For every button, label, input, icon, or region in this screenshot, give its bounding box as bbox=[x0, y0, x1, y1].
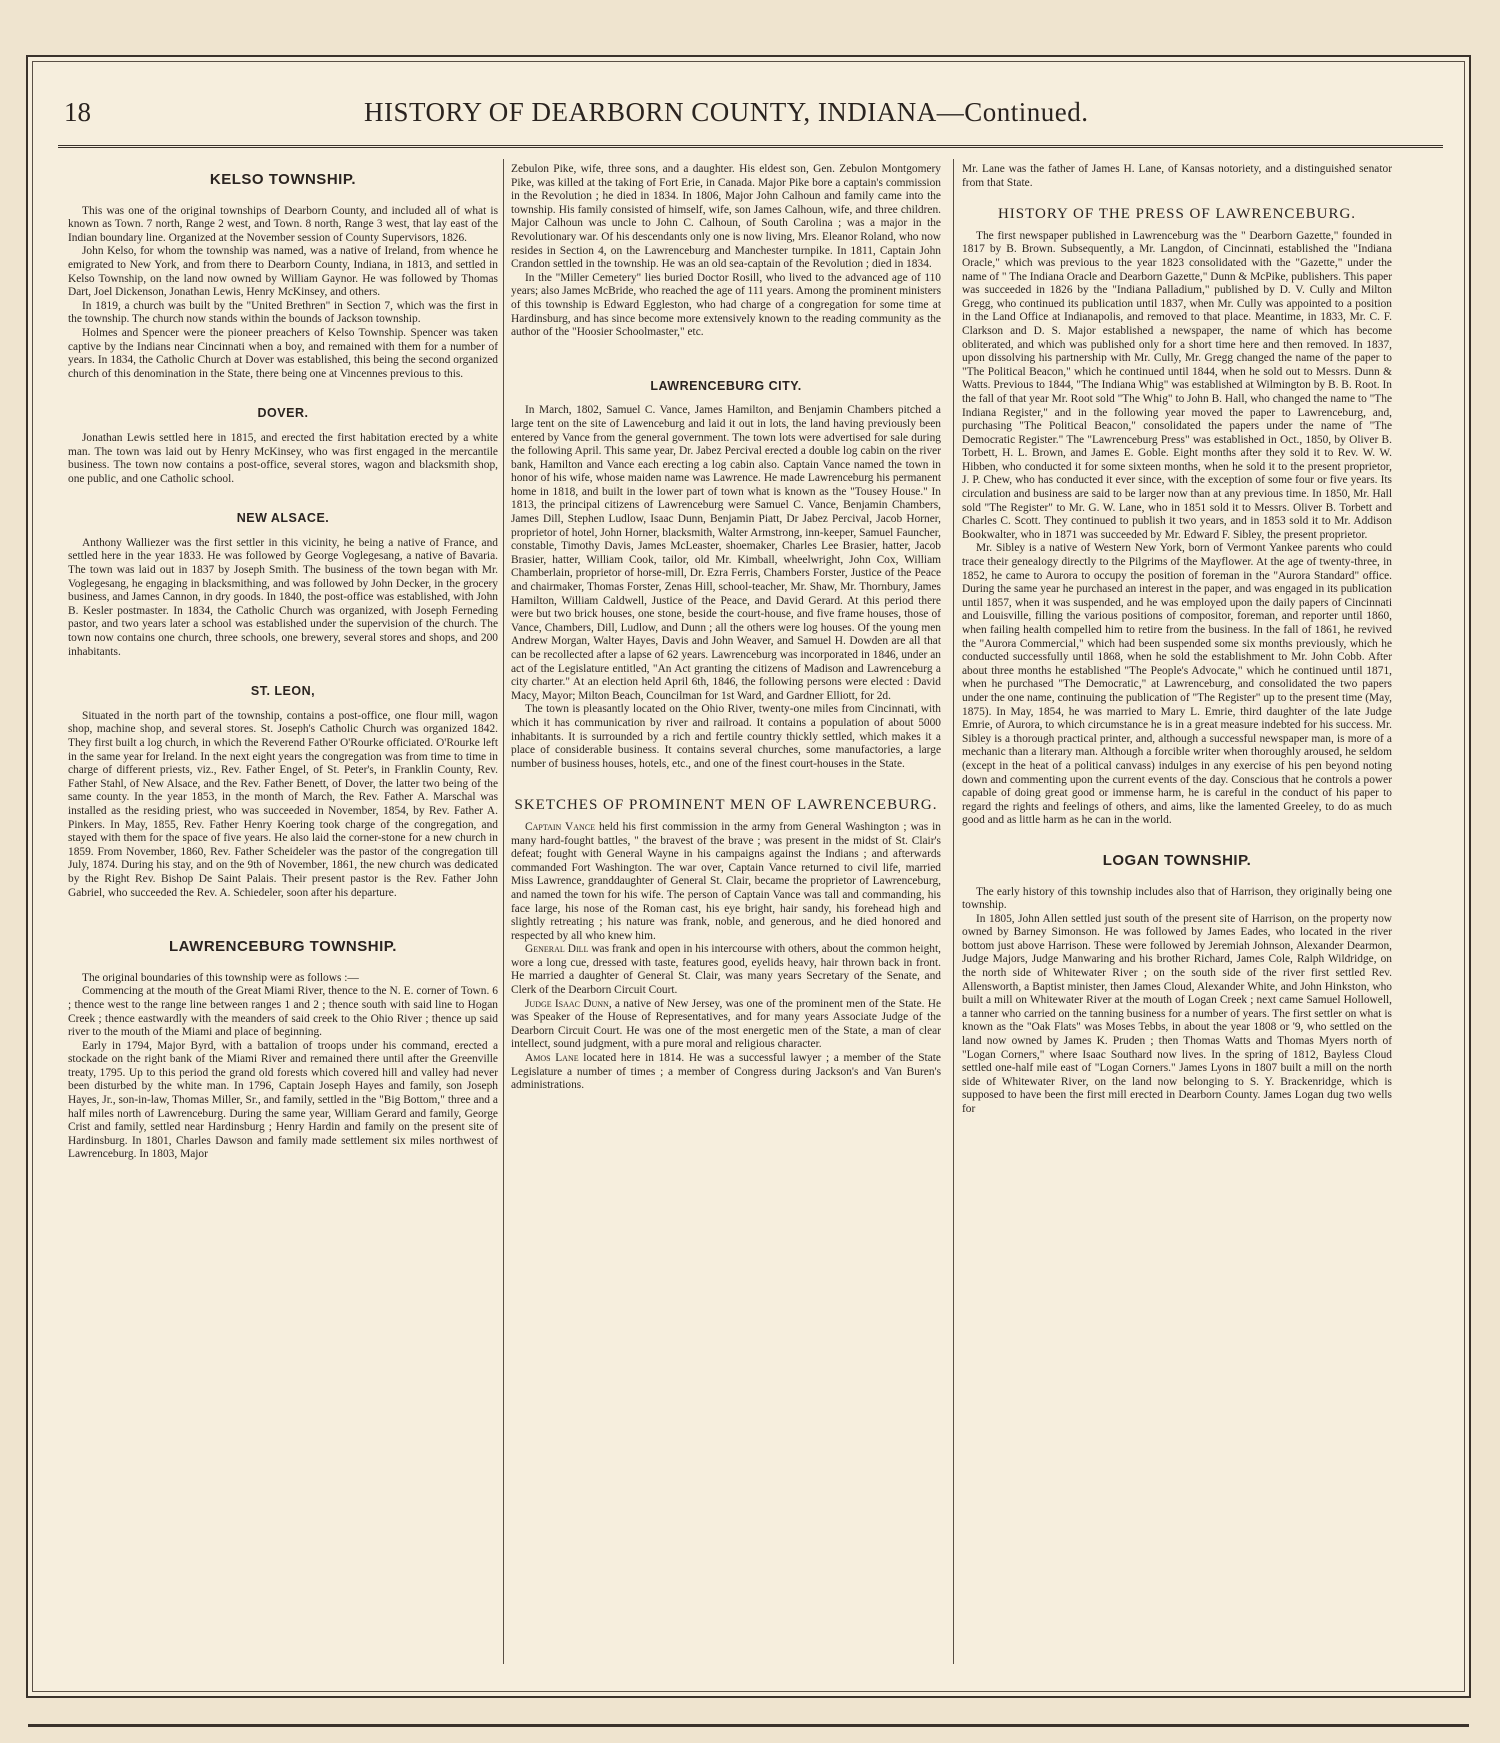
person-name: Amos Lane bbox=[525, 1052, 579, 1065]
paragraph: Situated in the north part of the township, contains a post-office, one flour mill, wagon shop, machine shop, and several stores. St. Joseph's Catholic Church was organized 1842. They first built a log church, in which the Reverend Father O'Rourke officiated. O'Rourke left in the same year for Ireland. In the next eight years the congregation was from time to time in charge of different priests, viz., Rev. Father Engel, of St. Peter's, in Franklin County, Rev. Father Stahl, of New Alsace, and the Rev. Father Benett, of Dover, the latter two being of the same county. In the year 1853, in the month of March, the Rev. Father A. Marschal was installed as the residing priest, who was succeeded in November, 1854, by Rev. Father A. Pinkers. In May, 1855, Rev. Father Henry Koering took charge of the congregation, and stayed with them for the space of five years. He also laid the corner-stone for a new church in 1859. From November, 1860, Rev. Father Scheideler was the pastor of the congregation till July, 1874. During his stay, and on the 9th of November, 1861, the new church was dedicated by the Right Rev. Bishop De Saint Palais. Their present pastor is the Rev. Father John Gabriel, who succeeded the Rev. A. Schiedeler, soon after his departure. bbox=[68, 709, 498, 899]
column-divider bbox=[503, 159, 504, 1664]
paragraph: Commencing at the mouth of the Great Miami River, thence to the N. E. corner of Town. 6 ; thence west to the range line between ranges 1 and 2 ; thence south with said line to Hogan Creek ; thence eastwardly with the meanders of said creek to the Ohio River ; thence up said river to the mouth of the Miami and place of beginning. bbox=[68, 985, 498, 1039]
paragraph: In March, 1802, Samuel C. Vance, James Hamilton, and Benjamin Chambers pitched a large tent on the site of Lawenceburg and laid it out in lots, the land having previously been entered by Vance from the general government. The town lots were advertised for sale during the following April. This same year, Dr. Jabez Percival erected a double log cabin on the river bank, Hamilton and Vance each erecting a log cabin also. Captain Vance named the town in honor of his wife, whose maiden name was Lawrence. He made Lawrenceburg his permanent home in 1818, and built in the lower part of town what is known as the "Tousey House." In 1813, the principal citizens of Lawrenceburg were Samuel C. Vance, Benjamin Chambers, James Dill, Stephen Ludlow, Isaac Dunn, Benjamin Piatt, Dr Jabez Percival, Jacob Horner, proprietor of hotel, John Horner, blacksmith, Walter Armstrong, inn-keeper, Samuel Fauncher, constable, Timothy Davis, James McLeaster, shoemaker, Charles Lee Brasier, hatter, Jacob Brasier, hatter, William Cook, tailor, old Mr. Kimball, wheelwright, John Cox, William Chamberlain, proprietor of horse-mill, Dr. Ezra Ferris, Chambers Forster, Justice of the Peace and chairmaker, Thomas Forster, Zenas Hill, school-teacher, Mr. Shaw, Mr. Thornbury, James Hamilton, William Caldwell, Justice of the Peace, and David Gerard. At this period there were but two brick houses, one stone, beside the court-house, and five frame houses, those of Vance, Chambers, Dill, Ludlow, and Dunn ; all the others were log houses. Of the young men Andrew Morgan, Walter Hayes, Davis and John Weaver, and Samuel H. Dowden are all that can be recollected after a lapse of 62 years. Lawrenceburg was incorporated in 1846, under an act of the Legislature entitled, "An Act granting the citizens of Madison and Lawrenceburg a city charter." At an election held April 6th, 1846, the following persons were elected : David Macy, Mayor; Milton Beach, Councilman for 1st Ward, and Gardner Elliott, for 2d. bbox=[511, 404, 941, 702]
paragraph bbox=[511, 821, 941, 943]
column-left bbox=[68, 163, 498, 1663]
person-name: Judge Isaac Dunn bbox=[525, 997, 609, 1010]
header-rule bbox=[58, 145, 1443, 148]
paragraph: Anthony Walliezer was the first settler in this vicinity, he being a native of France, and settled here in the year 1833. He was followed by George Voglegesang, a native of Bavaria. The town was laid out in 1837 by Joseph Smith. The business of the town began with Mr. Voglegesang, he engaging in blacksmithing, and was followed by John Decker, in the grocery business, and James Cannon, in dry goods. In 1840, the post-office was established, with John B. Kesler postmaster. In 1834, the Catholic Church was organized, with Joseph Ferneding pastor, and two years later a school was established under the supervision of the church. The town now contains one church, three schools, one brewery, several stores and shops, and 200 inhabitants. bbox=[68, 536, 498, 658]
paragraph-text: was frank and open in his intercourse with others, about the common height, wore a long cue, dressed with taste, features good, eyelids heavy, hair thrown back in front. He married a daughter of General St. Clair, was many years Secretary of the Senate, and Clerk of the Dearborn Circuit Court. bbox=[511, 943, 941, 997]
section-heading-new-alsace: NEW ALSACE. bbox=[236, 511, 330, 526]
newspaper-page bbox=[26, 55, 1471, 1698]
section-heading-lawrenceburg-township: LAWRENCEBURG TOWNSHIP. bbox=[169, 938, 397, 956]
paragraph: In 1805, John Allen settled just south of the present site of Harrison, on the property now owned by Barney Simonson. He was followed by James Eades, who located in the river bottom just above Harrison. These were followed by Jeremiah Johnson, Alexander Dearmon, Judge Majors, Judge Manwaring and his brother Richard, James Cole, Ralph Wildridge, on the north side of Whitewater River ; on the south side of the river first settled Rev. Allensworth, a Baptist minister, then James Cloud, Alexander White, and John Hinkston, who built a mill on Whitewater River at the mouth of Logan Creek ; next came Samuel Hollowell, a tanner who carried on the tanning business for a number of years. The first settler on what is known as the "Oak Flats" was Moses Tebbs, in about the year 1808 or '9, who settled on the land now owned by James K. Pruden ; then Thomas Watts and Thomas Myers north of "Logan Corners," where Isaac Southard now lives. In the spring of 1812, Bayless Cloud settled one-half mile east of "Logan Corners." James Lyons in 1807 built a mill on the north side of Whitewater River, on the land now belonging to S. Y. Brackenridge, which is supposed to have been the first mill erected in Dearborn County. James Logan dug two wells for bbox=[962, 912, 1392, 1115]
paragraph: The town is pleasantly located on the Ohio River, twenty-one miles from Cincinnati, with which it has communication by river and railroad. It contains a population of about 5000 inhabitants. It is surrounded by a rich and fertile country thickly settled, which makes it a place of considerable business. It contains several churches, some manufactories, a large number of business houses, hotels, etc., and one of the finest court-houses in the State. bbox=[511, 703, 941, 770]
column-right bbox=[962, 163, 1392, 1663]
section-heading-kelso-township: KELSO TOWNSHIP. bbox=[209, 171, 357, 188]
paragraph: Zebulon Pike, wife, three sons, and a daughter. His eldest son, Gen. Zebulon Montgomery Pike, was killed at the taking of Fort Erie, in Canada. Major Pike bore a captain's commission in the Revolution ; he died in 1834. In 1806, Major John Calhoun and family came into the township. His family consisted of himself, wife, son James Calhoun, wife, and three children. Major Calhoun was uncle to John C. Calhoun, of South Carolina ; was a major in the Revolutionary war. Of his descendants only one is now living, Mrs. Eleanor Roland, who now resides in Section 4, on the Lawrenceburg and Manchester turnpike. In 1811, Captain John Crandon settled in the township. He was an old sea-captain of the Revolution ; died in 1834. bbox=[511, 163, 941, 271]
paragraph: In 1819, a church was built by the "United Brethren" in Section 7, which was the first in the township. The church now stands within the bounds of Jackson township. bbox=[68, 299, 498, 326]
paragraph: John Kelso, for whom the township was named, was a native of Ireland, from whence he emigrated to New York, and from there to Dearborn County, Indiana, in 1813, and settled in Kelso Township, on the land now owned by William Gaynor. He was followed by Thomas Dart, Joel Dickenson, Jonathan Lewis, Henry McKinsey, and others. bbox=[68, 245, 498, 299]
running-title: HISTORY OF DEARBORN COUNTY, INDIANA—Continued. bbox=[364, 97, 1089, 127]
paragraph: This was one of the original townships of Dearborn County, and included all of what is known as Town. 7 north, Range 2 west, and Town. 8 north, Range 3 west, that lay east of the Indian boundary line. Organized at the November session of County Supervisors, 1826. bbox=[68, 204, 498, 244]
paragraph: The first newspaper published in Lawrenceburg was the " Dearborn Gazette," founded in 1817 by B. Brown. Subsequently, a Mr. Langdon, of Cincinnati, established the "Indiana Oracle," which was previous to the year 1823 consolidated with the "Gazette," under the name of " The Indiana Oracle and Dearborn Gazette," Dunn & McPike, publishers. This paper was succeeded in 1826 by the "Indiana Palladium," published by D. V. Cully and Milton Gregg, who continued its publication until 1837, when Mr. Cully was appointed to a position in the Land Office at Indianapolis, and removed to that place. Meantime, in 1833, Mr. C. F. Clarkson and D. S. Major established a newspaper, the name of which has become obliterated, and which was published only for a short time here and then removed. In 1837, upon dissolving his partnership with Mr. Cully, Mr. Gregg changed the name of the paper to "The Political Beacon," which he continued until 1844, when he sold out to Messrs. Dunn & Watts. Previous to 1844, "The Indiana Whig" was established at Wilmington by B. B. Root. In the fall of that year Mr. Root sold "The Whig" to John B. Hall, who changed the name to "The Indiana Register," and in the following year moved the paper to Lawrenceburg, and, purchasing "The Political Beacon," consolidated the papers under the name of "The Democratic Register." The "Lawrenceburg Press" was established in Oct., 1850, by Oliver B. Torbett, H. L. Brown, and James E. Goble. Eight months after they sold it to Rev. W. W. Hibben, who conducted it for some sixteen months, when he sold it to the present proprietor, J. P. Chew, who has conducted it ever since, with the exception of some four or five years. Its circulation and business are said to be larger now than at any previous time. In 1850, Mr. Hall sold "The Register" to Mr. G. W. Lane, who in 1851 sold it to Messrs. Oliver B. Torbett and Charles C. Scott. They continued to publish it two years, and in 1853 sold it to Mr. Addison Bookwalter, who in 1871 was succeeded by Mr. Edward F. Sibley, the present proprietor. bbox=[962, 229, 1392, 541]
paragraph: The early history of this township includes also that of Harrison, they originally being one township. bbox=[962, 885, 1392, 912]
section-heading-lawrenceburg-city: LAWRENCEBURG CITY. bbox=[650, 378, 802, 393]
person-name: Captain Vance bbox=[525, 820, 596, 833]
section-heading-history-of-press: HISTORY OF THE PRESS OF LAWRENCEBURG. bbox=[997, 206, 1357, 223]
paragraph: Mr. Sibley is a native of Western New York, born of Vermont Yankee parents who could trace their genealogy directly to the Pilgrims of the Mayflower. At the age of twenty-three, in 1852, he came to Aurora to occupy the position of foreman in the "Aurora Standard" office. During the same year he purchased an interest in the paper, and was engaged in its publication until 1857, when it was suspended, and he was employed upon the daily papers of Cincinnati and Louisville, filling the various positions of compositor, foreman, and reporter until 1860, when failing health compelled him to retire from the business. In the fall of 1861, he revived the "Aurora Commercial," which had been suspended some six months previously, which he conducted successfully until 1868, when he sold the establishment to Mr. John Cobb. After about three months he established "The People's Advocate," which he continued until 1871, when he purchased "The Democratic," at Lawrenceburg, and consolidated the two papers under the one name, continuing the publication of "The Register" up to the present time (May, 1875). In May, 1854, he was married to Mary L. Emrie, third daughter of the late Judge Emrie, of Aurora, to which circumstance he is in a great measure indebted for his success. Mr. Sibley is a thorough practical printer, and, although a successful newspaper man, is more of a mechanic than a literary man. Although a forcible writer when thoroughly aroused, he seldom (except in the heat of a political canvass) indulges in any exercise of his pen beyond noting down and commenting upon the current events of the day. Conscious that he controls a power capable of doing great good or immense harm, he is careful in the conduct of his paper to regard the rights and feelings of others, and aims, like the lamented Greeley, to do as much good and as little harm as he can in the world. bbox=[962, 542, 1392, 827]
bottom-rule bbox=[28, 1724, 1469, 1727]
paragraph: The original boundaries of this township were as follows :— bbox=[82, 971, 359, 984]
column-divider bbox=[953, 159, 954, 1664]
paragraph-text: located here in 1814. He was a successful lawyer ; a member of the State Legislature a number of times ; a member of Congress during Jackson's and Van Buren's administrations. bbox=[511, 1052, 941, 1092]
person-name: General Dill bbox=[525, 943, 589, 956]
paragraph: Early in 1794, Major Byrd, with a battalion of troops under his command, erected a stockade on the right bank of the Miami River and remained there until after the Greenville treaty, 1795. Up to this period the grand old forests which covered hill and valley had never been disturbed by the white man. In 1796, Captain Joseph Hayes and family, son Joseph Hayes, Jr., son-in-law, Thomas Miller, Sr., and family, settled in the "Big Bottom," three and a half miles north of Lawrenceburg. During the same year, William Gerard and family, George Crist and family, settled near Hardinsburg ; Henry Hardin and family on the present site of Hardinsburg. In 1801, Charles Dawson and family made settlement six miles northwest of Lawrenceburg. In 1803, Major bbox=[68, 1039, 498, 1161]
paragraph-text: held his first commission in the army from General Washington ; was in many hard-fought battles, " the bravest of the brave ; was present in the midst of St. Clair's defeat; fought with General Wayne in his campaigns against the Indians ; and afterwards commanded Fort Washington. The war over, Captain Vance returned to civil life, married Miss Lawrence, granddaughter of General St. Clair, became the proprietor of Lawrenceburg, and named the town for his wife. The person of Captain Vance was tall and commanding, his face large, his nose of the Roman cast, his eye bright, hair sandy, his forehead high and slightly retreating ; his nature was frank, noble, and generous, and he died honored and respected by all who knew him. bbox=[511, 820, 941, 942]
paragraph bbox=[511, 943, 941, 997]
paragraph bbox=[511, 998, 941, 1052]
section-heading-logan-township: LOGAN TOWNSHIP. bbox=[1102, 851, 1252, 869]
paragraph bbox=[511, 1052, 941, 1093]
page-header bbox=[64, 97, 1434, 137]
paragraph: Jonathan Lewis settled here in 1815, and erected the first habitation erected by a white man. The town was laid out by Henry McKinsey, who was first engaged in the mercantile business. The town now contains a post-office, several stores, wagon and blacksmith shop, one public, and one Catholic school. bbox=[68, 431, 498, 485]
column-middle bbox=[511, 163, 941, 1663]
paragraph: Holmes and Spencer were the pioneer preachers of Kelso Township. Spencer was taken captive by the Indians near Cincinnati when a boy, and remained with them for a number of years. In 1834, the Catholic Church at Dover was established, this being the second organized church of this denomination in the State, there being one at Vincennes previous to this. bbox=[68, 326, 498, 380]
section-heading-sketches-prominent-men: SKETCHES OF PROMINENT MEN OF LAWRENCEBURG. bbox=[514, 797, 938, 814]
section-heading-st-leon: ST. LEON, bbox=[250, 684, 316, 699]
paragraph: Mr. Lane was the father of James H. Lane, of Kansas notoriety, and a distinguished senator from that State. bbox=[962, 163, 1392, 189]
paragraph-text: , a native of New Jersey, was one of the prominent men of the State. He was Speaker of the House of Representatives, and for many years Associate Judge of the Dearborn Circuit Court. He was one of the most energetic men of the State, a man of clear intellect, sound judgment, with a pure moral and religious character. bbox=[511, 997, 941, 1051]
paragraph: In the "Miller Cemetery" lies buried Doctor Rosill, who lived to the advanced age of 110 years; also James McBride, who reached the age of 111 years. Among the prominent ministers of this township is Edward Eggleston, who had charge of a congregation for some time at Hardinsburg, and has since become more extensively known to the reading community as the author of the "Hoosier Schoolmaster," etc. bbox=[511, 271, 941, 339]
page-number: 18 bbox=[64, 97, 91, 127]
section-heading-dover: DOVER. bbox=[257, 406, 309, 421]
